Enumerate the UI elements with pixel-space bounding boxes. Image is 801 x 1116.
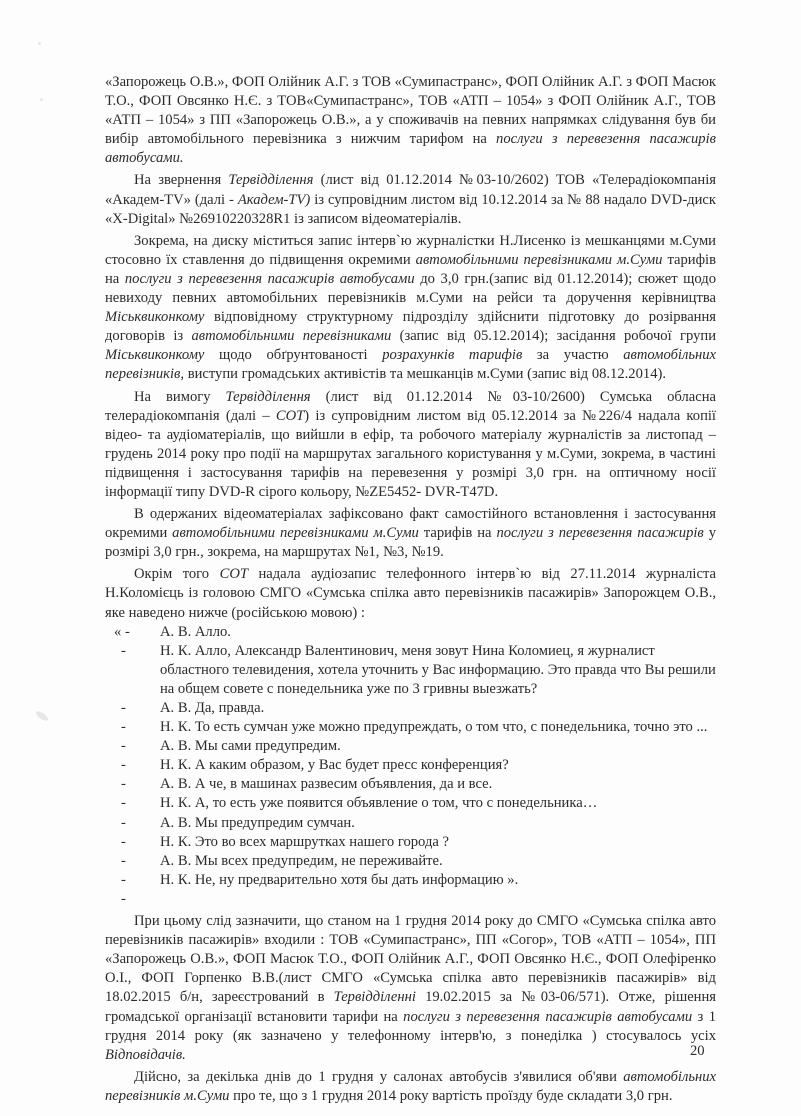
italic-term: автомобільними перевізниками м.Суми xyxy=(415,251,663,268)
italic-term: послуги з перевезення пасажирів xyxy=(496,525,704,542)
transcript-text xyxy=(160,891,164,907)
list-dash: « - xyxy=(114,623,130,640)
page-number: 20 xyxy=(690,1043,705,1059)
italic-term: автомобільних перевізників м.Суми xyxy=(105,1068,716,1104)
italic-term: автомобільними перевізниками xyxy=(191,328,392,345)
list-dash: - xyxy=(121,719,126,736)
transcript-line xyxy=(105,718,716,737)
text-run: про те, що з 1 грудня 2014 року вартість проїзду буде складати 3,0 грн. xyxy=(229,1087,673,1104)
transcript-line xyxy=(105,852,716,871)
paragraph xyxy=(105,232,716,385)
italic-term: автомобільних перевізників, xyxy=(105,347,716,383)
list-dash: - xyxy=(121,852,126,869)
italic-term: СОТ xyxy=(275,407,305,424)
transcript-line xyxy=(105,756,716,775)
paragraph xyxy=(105,388,716,503)
transcript-text: Н. К. Алло, Александр Валентинович, меня зовут Нина Коломиец, я журналист областного телевидения, хотела уточнить у Вас информацию. Это правда что Вы решили на общем совете с понедельника уже по 3 гривны выезжать? xyxy=(160,642,716,697)
list-dash: - xyxy=(121,795,126,812)
text-run: На вимогу xyxy=(134,388,226,405)
transcript-text: Н. К. То есть сумчан уже можно предупреждать, о том что, с понедельника, точно это ... xyxy=(160,719,708,736)
transcript-text: А. В. Мы всех предупредим, не переживайте. xyxy=(160,852,443,869)
text-run: у розмірі 3,0 грн., зокрема, на маршрутах №1, №3, №19. xyxy=(105,525,716,561)
italic-term: послуги з перевезення пасажирів автобусами xyxy=(403,1008,693,1025)
scan-smudge xyxy=(35,710,50,723)
italic-term: Академ-TV) xyxy=(237,191,311,208)
transcript-text: Н. К. А каким образом, у Вас будет пресс конференция? xyxy=(160,757,509,774)
transcript-text: Н. К. Это во всех маршрутках нашего города ? xyxy=(160,833,449,850)
italic-term: Відповідачів. xyxy=(105,1046,186,1063)
text-run: В одержаних відеоматеріалах зафіксовано факт самостійного встановлення і застосування окремими xyxy=(105,506,716,542)
paragraphs-after-dialog xyxy=(105,912,716,1106)
text-run: Дійсно, за декілька днів до 1 грудня у салонах автобусів з'явилися об'яви xyxy=(134,1068,624,1085)
transcript-line xyxy=(105,890,716,909)
text-run: На звернення xyxy=(134,172,229,189)
transcript-line xyxy=(105,814,716,833)
text-run: «Запорожець О.В.», ФОП Олійник А.Г. з ТОВ «Сумипастранс», ФОП Олійник А.Г. з ФОП Масюк Т.О., ФОП Овсянко Н.Є. з ТОВ«Сумипастранс», ТОВ «АТП – 1054» з ФОП Олійник А.Г., ТОВ «АТП – 1054» з ПП «Запорожець О.В.», а у споживачів на певних напрямках слідування був би вибір автомобільного перевізника з нижчим тарифом на xyxy=(105,74,717,148)
transcript-line xyxy=(105,775,716,794)
text-run: При цьому слід зазначити, що станом на 1 грудня 2014 року до СМГО «Сумська спілка авто перевізників пасажирів» входили : ТОВ «Сумипастранс», ПП «Согор», ТОВ «АТП – 1054», ПП «Запорожець О.В.», ФОП Масюк Т.О., ФОП Олійник А.Г., ФОП Овсянко Н.Є., ФОП Олефіренко О.І., ФОП Горпенко В.В.(лист СМГО «Сумська спілка авто перевізників пасажирів» від 18.02.2015 б/н, зареєстрований в xyxy=(105,913,716,1006)
text-run: тарифів на xyxy=(418,525,497,542)
italic-term: розрахунків тарифів xyxy=(382,347,523,364)
text-run: 19.02.2015 за №03-06/571). Отже, рішення громадської організації встановити тарифи на xyxy=(105,989,717,1025)
text-run: Окрім того xyxy=(134,566,220,583)
paragraphs-before-dialog xyxy=(105,73,716,623)
text-run: за участю xyxy=(522,347,624,364)
text-run: щодо обґрунтованості xyxy=(204,347,383,364)
text-run: (запис від 05.12.2014); засідання робочої групи xyxy=(391,328,716,345)
transcript-line xyxy=(105,642,716,699)
text-run: із супровідним листом від 10.12.2014 за № 88 надало DVD-диск «X-Digital» №26910220328R1 із записом відеоматеріалів. xyxy=(105,191,716,227)
list-dash: - xyxy=(121,738,126,755)
paragraph xyxy=(105,1068,716,1106)
text-run: (лист від 01.12.2014 №03-10/2600) Сумська обласна телерадіокомпанія (далі – xyxy=(105,388,716,424)
transcript-line xyxy=(105,699,716,718)
paragraph xyxy=(105,171,716,228)
italic-term: послуги з перевезення пасажирів автобусами. xyxy=(105,131,716,167)
italic-term: послуги з перевезення пасажирів автобусами xyxy=(124,270,415,287)
text-run: (лист від 01.12.2014 №03-10/2602) ТОВ «Телерадіокомпанія «Академ-TV» (далі - xyxy=(105,172,716,208)
scan-speck xyxy=(38,42,41,45)
list-dash: - xyxy=(121,642,126,659)
transcript-text: А. В. А че, в машинах развесим объявления, да и все. xyxy=(160,776,493,793)
italic-term: автомобільними перевізниками м.Суми xyxy=(172,525,419,542)
transcript-text: А. В. Мы сами предупредим. xyxy=(160,738,341,755)
italic-term: Міськвиконкому xyxy=(105,309,205,326)
italic-term: СОТ xyxy=(219,566,248,583)
list-dash: - xyxy=(121,890,126,907)
transcript-line xyxy=(105,623,716,642)
text-run: відповідному структурному підрозділу здійснити підготовку до розірвання договорів із xyxy=(105,309,716,345)
italic-term: Міськвиконкому xyxy=(105,347,205,364)
document-body xyxy=(105,73,716,1106)
transcript-line xyxy=(105,737,716,756)
text-run: надала аудіозапис телефонного інтерв`ю від 27.11.2014 журналіста Н.Коломієць із головою СМГО «Сумська спілка авто перевізників пасажирів» Запорожцем О.В., яке наведено нижче (російською мовою) : xyxy=(105,566,716,621)
list-dash: - xyxy=(121,814,126,831)
interview-transcript xyxy=(105,623,716,909)
transcript-text: Н. К. Не, ну предварительно хотя бы дать информацию ». xyxy=(160,871,519,888)
italic-term: Тервідділення xyxy=(225,388,311,405)
list-dash: - xyxy=(121,776,126,793)
list-dash: - xyxy=(121,833,126,850)
text-run: тарифів на xyxy=(105,251,716,287)
transcript-line xyxy=(105,833,716,852)
text-run: Зокрема, на диску міститься запис інтерв`ю журналістки Н.Лисенко із мешканцями м.Суми стосовно їх ставлення до підвищення окремими xyxy=(105,232,716,268)
scan-speck xyxy=(40,98,43,101)
text-run: до 3,0 грн.(запис від 01.12.2014); сюжет щодо невиходу певних автомобільних перевізників м.Суми на рейси та доручення керівництва xyxy=(105,270,717,307)
transcript-text: Н. К. А, то есть уже появится объявление о том, что с понедельника… xyxy=(160,795,598,812)
text-run: виступи громадських активістів та мешканців м.Суми (запис від 08.12.2014). xyxy=(184,366,666,383)
transcript-text: А. В. Мы предупредим сумчан. xyxy=(160,814,355,831)
list-dash: - xyxy=(121,700,126,716)
italic-term: Тервідділенні xyxy=(333,989,416,1006)
paragraph xyxy=(105,565,716,622)
transcript-text: А. В. Алло. xyxy=(160,623,231,640)
list-dash: - xyxy=(121,871,126,888)
paragraph xyxy=(105,73,716,168)
text-run: з 1 грудня 2014 року (як зазначено у телефонному інтерв'ю, з понеділка ) стосувалось усіх xyxy=(105,1008,716,1044)
paragraph xyxy=(105,505,716,562)
italic-term: Тервідділення xyxy=(228,172,314,189)
paragraph xyxy=(105,912,716,1065)
text-run: ) із супровідним листом від 05.12.2014 за №226/4 надала копії відео- та аудіоматеріалів, що вийшли в ефір, та робочого матеріалу журналістів за листопад – грудень 2014 року про події на маршрутах загального користування у м.Суми, зокрема, в частині підвищення і застосування тарифів на перевезення у розмірі 3,0 грн. на оптичному носії інформації типу DVD-R сірого кольору, №ZE5452- DVR-T47D. xyxy=(105,407,716,500)
transcript-line xyxy=(105,794,716,813)
transcript-text: А. В. Да, правда. xyxy=(160,700,265,716)
transcript-line xyxy=(105,871,716,890)
list-dash: - xyxy=(121,757,126,774)
